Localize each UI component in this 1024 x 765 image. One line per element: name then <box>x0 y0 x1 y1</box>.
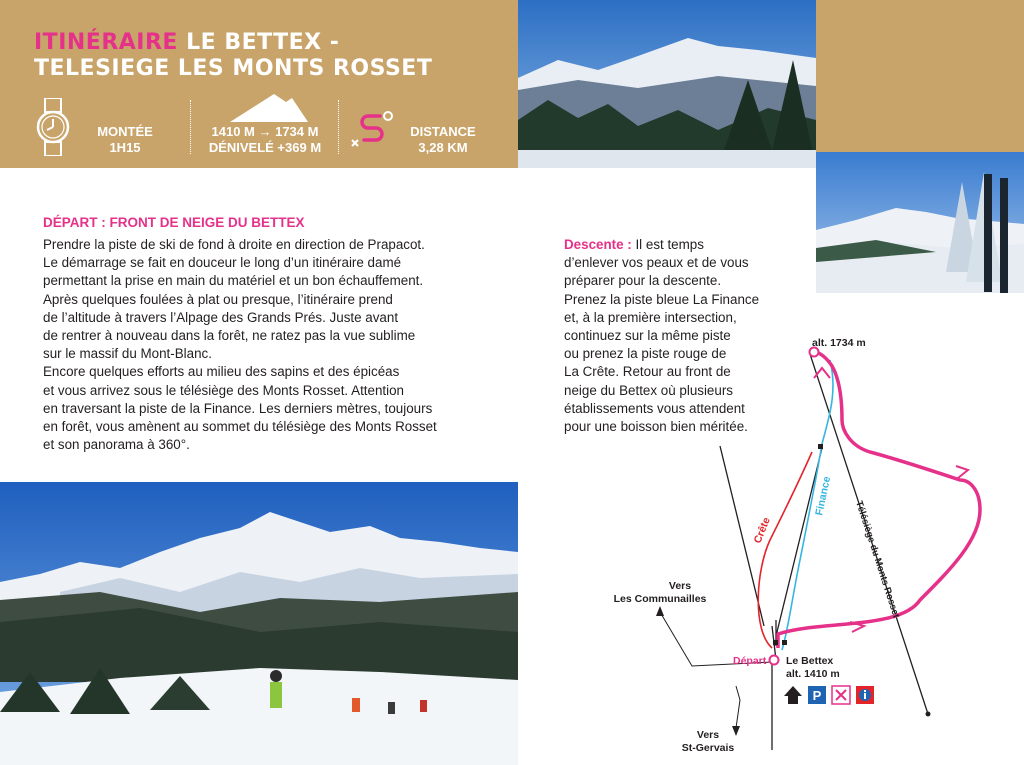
depart-line: de l’altitude à travers l’Alpage des Grands Prés. Juste avant <box>43 309 399 325</box>
depart-line: Le démarrage se fait en douceur le long d’un itinéraire damé <box>43 255 402 271</box>
ascent-stat <box>88 124 162 156</box>
depart-description <box>43 236 483 454</box>
depart-line: sur le massif du Mont-Blanc. <box>43 346 212 362</box>
descente-line: neige du Bettex où plusieurs <box>564 382 733 398</box>
depart-line: Encore quelques efforts au milieu des sapins et des épicéas <box>43 364 400 380</box>
depart-line: en forêt, vous amènent au sommet du télésiège des Monts Rosset <box>43 419 437 435</box>
divider <box>338 100 339 154</box>
start-label: Départ <box>733 655 767 667</box>
vers-stgervais-1: Vers <box>696 729 720 741</box>
altitude-stat <box>200 124 330 156</box>
mountain-icon <box>230 94 308 122</box>
vers-stgervais-2: St-Gervais <box>681 742 735 754</box>
descente-line: préparer pour la descente. <box>564 273 722 289</box>
descente-line: et, à la première intersection, <box>564 309 737 325</box>
title-rest: LE BETTEX - <box>177 30 340 55</box>
depart-line: en traversant la piste de la Finance. Les derniers mètres, toujours <box>43 400 433 416</box>
depart-line: Après quelques foulées à plat ou presque, l’itinéraire prend <box>43 291 393 307</box>
descente-line: d’enlever vos peaux et de vous <box>564 255 749 271</box>
itinerary-route <box>778 352 980 648</box>
ascent-label: MONTÉE <box>97 124 153 139</box>
descente-line: La Crête. Retour au front de <box>564 364 731 380</box>
stats-bar <box>34 96 504 158</box>
info-icon <box>856 686 874 704</box>
depart-line: permettant la prise en main du matériel et un bon échauffement. <box>43 273 424 289</box>
depart-line: et vous arrivez sous le télésiège des Monts Rosset. Attention <box>43 382 404 398</box>
parking-letter: P <box>812 688 822 703</box>
divider <box>190 100 191 154</box>
descente-line: pour une boisson bien méritée. <box>564 419 748 435</box>
photo-panorama-skiers <box>0 482 518 765</box>
restaurant-icon <box>832 686 850 704</box>
watch-icon <box>36 98 70 156</box>
route-map <box>560 330 1024 765</box>
start-altitude: alt. 1410 m <box>786 668 840 680</box>
descente-line: Prenez la piste bleue La Finance <box>564 291 760 307</box>
descente-label: Descente : <box>564 237 632 252</box>
piste-crete-label: Crête <box>751 515 773 546</box>
elevation-gain: DÉNIVELÉ +369 M <box>208 140 322 155</box>
parking-icon <box>808 686 826 704</box>
piste-finance-label: Finance <box>813 475 834 517</box>
piste-crete-line <box>758 452 812 648</box>
distance-label: DISTANCE <box>410 124 476 139</box>
start-name: Le Bettex <box>786 655 834 667</box>
altitude-range: 1410 M → 1734 M <box>211 124 319 139</box>
vers-communailles-1: Vers <box>668 580 692 592</box>
descente-line <box>564 236 794 254</box>
title-highlight: ITINÉRAIRE <box>34 30 178 55</box>
photo-skis <box>816 152 1024 293</box>
descente-line: ou prenez la piste rouge de <box>564 346 727 362</box>
distance-value: 3,28 KM <box>418 140 468 155</box>
shelter-icon <box>784 686 802 704</box>
decorative-strip <box>816 0 1024 152</box>
summit-altitude-label: alt. 1734 m <box>812 337 866 349</box>
header-band <box>0 0 518 168</box>
ascent-value: 1H15 <box>109 140 141 155</box>
photo-mountain-view <box>518 0 816 168</box>
vers-communailles-2: Les Communailles <box>613 593 707 605</box>
route-icon <box>350 110 396 152</box>
start-marker <box>770 656 779 665</box>
title-line2: TELESIEGE LES MONTS ROSSET <box>34 56 433 81</box>
lift-label: Télésiège du Monts Rosset <box>853 499 902 620</box>
depart-line: et son panorama à 360°. <box>43 437 190 453</box>
depart-line: de rentrer à nouveau dans la forêt, ne ratez pas la vue sublime <box>43 328 416 344</box>
depart-line: Prendre la piste de ski de fond à droite en direction de Prapacot. <box>43 237 425 252</box>
descente-first-line: Il est temps <box>631 237 704 252</box>
descente-line: établissements vous attendent <box>564 400 745 416</box>
depart-heading: DÉPART : FRONT DE NEIGE DU BETTEX <box>43 215 305 230</box>
descente-line: continuez sur la même piste <box>564 328 731 344</box>
distance-stat <box>398 124 488 156</box>
page-title <box>34 30 504 82</box>
